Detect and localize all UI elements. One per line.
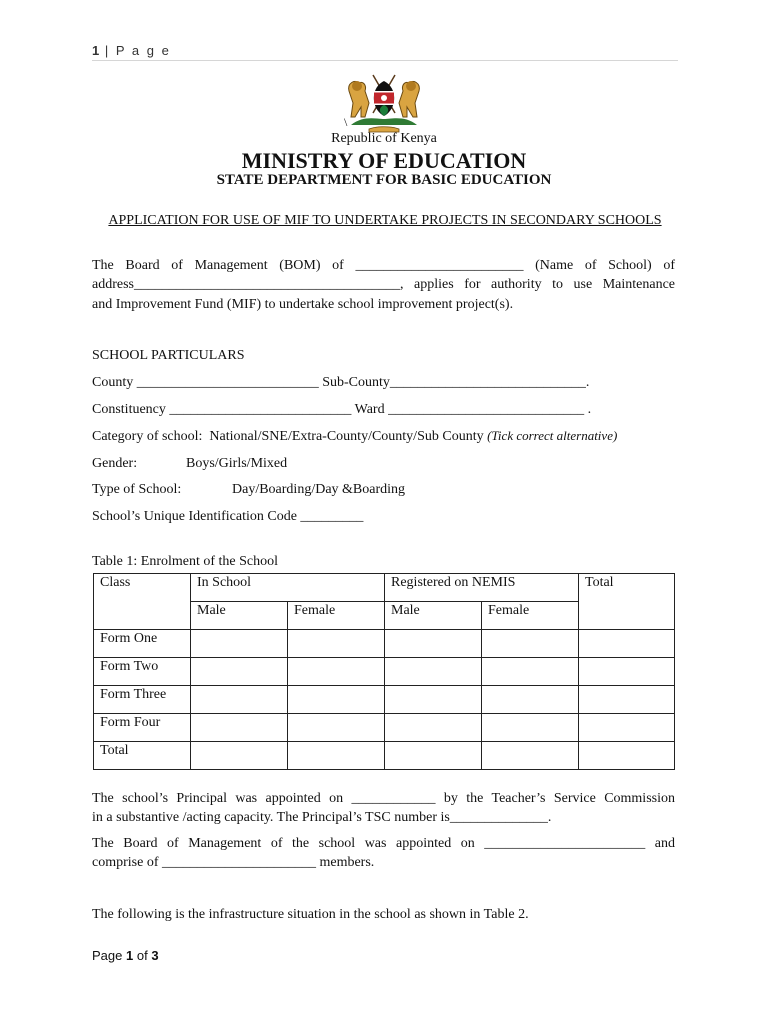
ministry-heading: MINISTRY OF EDUCATION bbox=[241, 148, 527, 173]
header-male: Male bbox=[191, 602, 288, 630]
coat-of-arms-icon bbox=[343, 73, 425, 133]
table-row bbox=[94, 686, 675, 714]
page-number: 1 bbox=[92, 43, 100, 58]
school-type-label: Type of School: bbox=[92, 482, 182, 497]
table1-caption: Table 1: Enrolment of the School bbox=[92, 554, 279, 569]
footer-total-pages: 3 bbox=[151, 948, 159, 963]
intro-line-3: and Improvement Fund (MIF) to undertake school improvement project(s). bbox=[92, 297, 514, 312]
gender-value: Boys/Girls/Mixed bbox=[186, 456, 288, 471]
row-label: Form One bbox=[94, 630, 191, 658]
table-row bbox=[94, 714, 675, 742]
bom-line-2: comprise of ______________________ members. bbox=[92, 855, 375, 870]
row-label: Form Four bbox=[94, 714, 191, 742]
header-class: Class bbox=[94, 574, 191, 630]
application-title: APPLICATION FOR USE OF MIF TO UNDERTAKE PROJECTS IN SECONDARY SCHOOLS bbox=[108, 213, 662, 228]
intro-line-1: The Board of Management (BOM) of ________________________ (Name of School) of bbox=[92, 258, 675, 273]
school-particulars-heading: SCHOOL PARTICULARS bbox=[92, 348, 245, 363]
republic-heading: Republic of Kenya bbox=[331, 131, 437, 146]
category-field bbox=[92, 428, 617, 445]
table-row bbox=[94, 658, 675, 686]
uic-field: School’s Unique Identification Code _________ bbox=[92, 509, 364, 524]
page-header bbox=[92, 43, 171, 58]
stray-mark: \ bbox=[344, 115, 348, 129]
county-field: County __________________________ Sub-County____________________________. bbox=[92, 375, 590, 390]
school-type-value: Day/Boarding/Day &Boarding bbox=[232, 482, 406, 497]
header-female: Female bbox=[288, 602, 385, 630]
bom-line-1: The Board of Management of the school was appointed on _______________________ and bbox=[92, 836, 675, 851]
department-heading: STATE DEPARTMENT FOR BASIC EDUCATION bbox=[216, 172, 552, 188]
infrastructure-text: The following is the infrastructure situation in the school as shown in Table 2. bbox=[92, 907, 529, 922]
enrolment-table bbox=[93, 573, 675, 770]
table-row bbox=[94, 630, 675, 658]
header-female: Female bbox=[482, 602, 579, 630]
intro-line-2: address______________________________________, applies for authority to use Maintenance bbox=[92, 277, 675, 292]
header-male: Male bbox=[385, 602, 482, 630]
footer-current-page: 1 bbox=[126, 948, 134, 963]
constituency-field: Constituency __________________________ Ward ____________________________ . bbox=[92, 402, 592, 417]
header-in-school: In School bbox=[191, 574, 385, 602]
row-label: Form Three bbox=[94, 686, 191, 714]
table-row bbox=[94, 742, 675, 770]
category-text: Category of school: National/SNE/Extra-County/County/Sub County bbox=[92, 429, 484, 444]
row-label: Total bbox=[94, 742, 191, 770]
page-footer bbox=[92, 948, 159, 963]
footer-of: of bbox=[136, 948, 148, 963]
page-label: | P a g e bbox=[104, 43, 171, 58]
row-label: Form Two bbox=[94, 658, 191, 686]
gender-label: Gender: bbox=[92, 456, 138, 471]
category-note: (Tick correct alternative) bbox=[487, 428, 618, 443]
footer-prefix: Page bbox=[92, 948, 123, 963]
principal-line-1: The school’s Principal was appointed on ____________ by the Teacher’s Service Commission bbox=[92, 791, 675, 806]
header-rule bbox=[92, 60, 678, 61]
header-total: Total bbox=[579, 574, 675, 630]
principal-line-2: in a substantive /acting capacity. The Principal’s TSC number is______________. bbox=[92, 810, 552, 825]
header-nemis: Registered on NEMIS bbox=[385, 574, 579, 602]
